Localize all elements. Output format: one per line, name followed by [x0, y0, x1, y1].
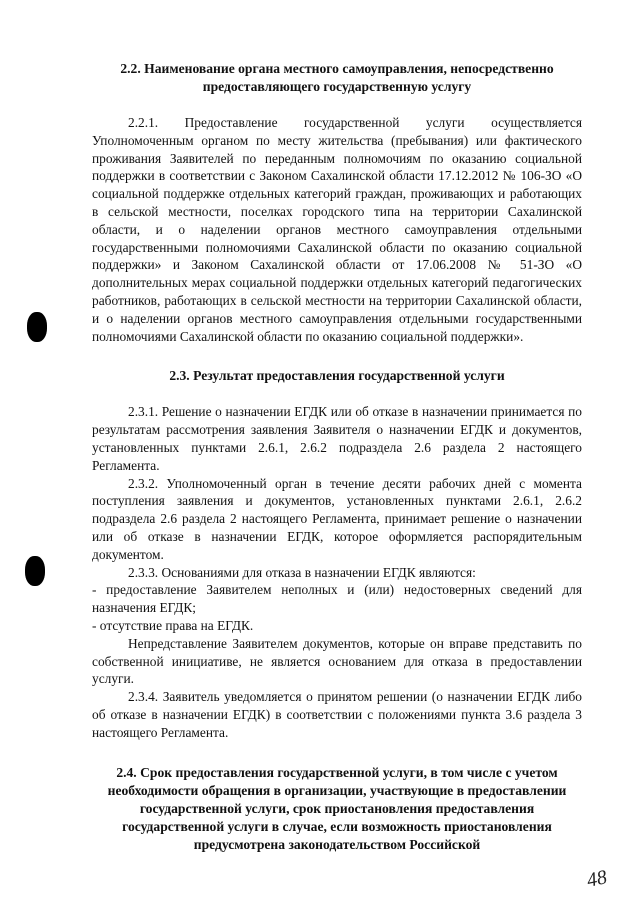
binder-hole-bottom	[25, 556, 45, 586]
paragraph-2-3-2: 2.3.2. Уполномоченный орган в течение десяти рабочих дней с момента поступления заявления и документов, установленных пунктами 2.6.1, 2.6.2 подраздела 2.6 раздела 2 настоящего Регламента, принимает решение о назначении или об отказе в назначении ЕГДК, которое оформляется распорядительным документом.	[92, 475, 582, 562]
section-heading-2-4: 2.4. Срок предоставления государственной услуги, в том числе с учетом необходимости обращения в организации, участвующие в предоставлении государственной услуги, срок приостановления предоставления государственной услуги в случае, если возможность приостановления предусмотрена законодательством Российской	[107, 764, 567, 852]
paragraph-2-3-4: 2.3.4. Заявитель уведомляется о принятом решении (о назначении ЕГДК либо об отказе в назначении ЕГДК) в соответствии с положениями пункта 3.6 раздела 3 настоящего Регламента.	[92, 689, 582, 740]
paragraph-non-submission: Непредставление Заявителем документов, которые он вправе представить по собственной инициативе, не является основанием для отказа в предоставлении услуги.	[92, 635, 582, 687]
paragraph-2-3-1: 2.3.1. Решение о назначении ЕГДК или об отказе в назначении принимается по результатам рассмотрения заявления Заявителя о назначении ЕГДК и документов, установленных пунктами 2.6.1, 2.6.2 подраздела 2.6 раздела 2 настоящего Регламента.	[92, 404, 582, 473]
list-item-incomplete-data: - предоставление Заявителем неполных и (или) недостоверных сведений для назначения ЕГДК;	[92, 582, 582, 616]
binder-hole-top	[27, 312, 47, 342]
document-body	[92, 60, 582, 854]
handwritten-page-number: 48	[584, 866, 609, 892]
section-heading-2-2: 2.2. Наименование органа местного самоуправления, непосредственно предоставляющего государственную услугу	[120, 61, 554, 94]
paragraph-2-2-1: 2.2.1. Предоставление государственной услуги осуществляется Уполномоченным органом по месту жительства (пребывания) или фактического проживания Заявителей по переданным полномочиям по оказанию социальной поддержки в соответствии с Законом Сахалинской области 17.12.2012 № 106-ЗО «О социальной поддержке отдельных категорий граждан, проживающих и работающих в сельской местности, поселках городского типа на территории Сахалинской области, и о наделении органов местного самоуправления отдельными государственными полномочиями Сахалинской области по оказанию социальной поддержки» и Законом Сахалинской области от 17.06.2008 № 51-ЗО «О дополнительных мерах социальной поддержки отдельных категорий педагогических работников, работающих в сельской местности на территории Сахалинской области, и о наделении органов местного самоуправления отдельными государственными полномочиями Сахалинской области по оказанию социальной поддержки».	[92, 115, 582, 344]
paragraph-2-3-3: 2.3.3. Основаниями для отказа в назначении ЕГДК являются:	[128, 564, 476, 580]
section-heading-2-3: 2.3. Результат предоставления государственной услуги	[169, 368, 505, 384]
list-item-no-right: - отсутствие права на ЕГДК.	[92, 617, 254, 633]
